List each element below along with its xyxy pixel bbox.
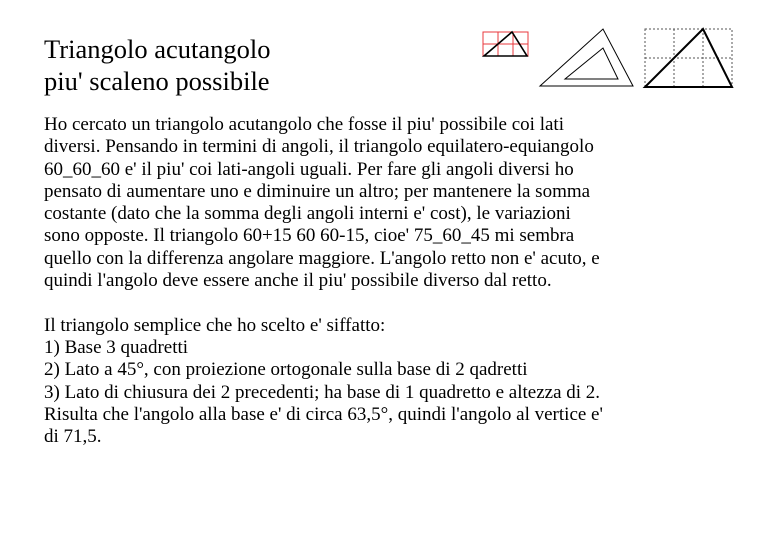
- paragraph-intro: Ho cercato un triangolo acutangolo che fosse il piu' possibile coi lati diversi. Pensando in termini di angoli, il triangolo equilatero-equiangolo 60_60_60 e' il piu' coi lati-angoli uguali. Per fare gli angoli diversi ho pensato di aumentare uno e diminuire un altro; per mantenere la somma costante (dato che la somma degli angoli interni e' cost), le variazioni sono opposte. Il triangolo 60+15 60 60-15, cioe' 75_60_45 mi sembra quello con la differenza angolare maggiore. L'angolo retto non e' acuto, e quindi l'angolo deve essere anche il piu' possibile diverso dal retto.: [44, 114, 600, 292]
- paragraph-gap: [44, 292, 744, 314]
- dashed-grid-triangle-icon: [645, 29, 732, 87]
- paragraph-construction: Il triangolo semplice che ho scelto e' siffatto: 1) Base 3 quadretti 2) Lato a 45°, con proiezione ortogonale sulla base di 2 qadretti 3) Lato di chiusura dei 2 precedenti; ha base di 1 quadretto e altezza di 2. Risulta che l'angolo alla base e' di circa 63,5°, quindi l'angolo al vertice e' di 71,5.: [44, 314, 603, 448]
- title-line-1: Triangolo acutangolo: [44, 34, 271, 64]
- body-text: [44, 114, 744, 448]
- set-square-triangle-icon: [540, 29, 633, 86]
- title-line-2: piu' scaleno possibile: [44, 66, 270, 96]
- small-red-grid-triangle-icon: [483, 32, 528, 56]
- triangle-illustrations: [0, 0, 768, 110]
